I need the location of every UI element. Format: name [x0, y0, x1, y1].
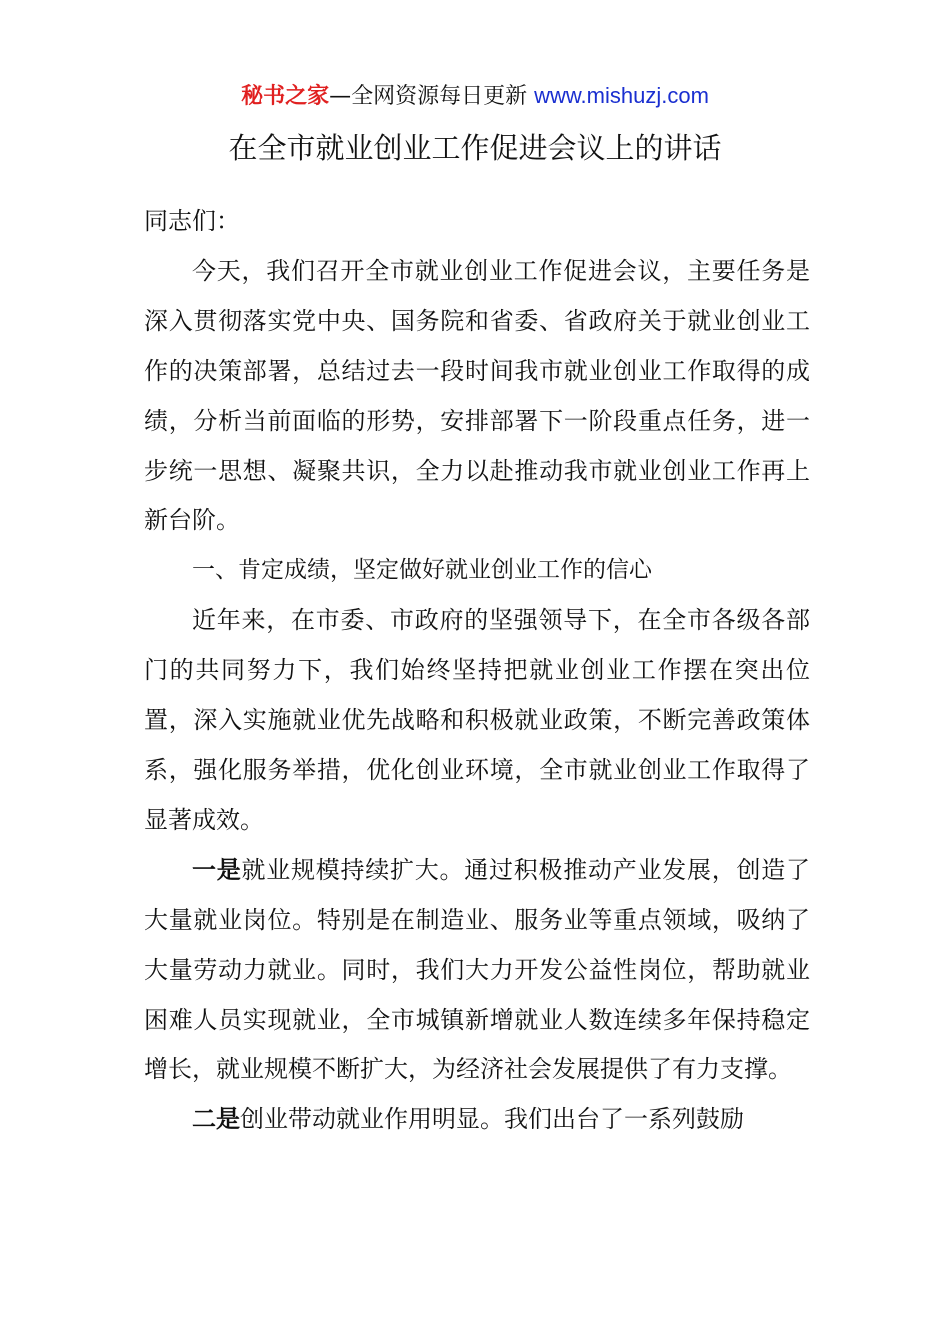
salutation: 同志们：	[144, 207, 240, 235]
intro-paragraph: 今天，我们召开全市就业创业工作促进会议，主要任务是深入贯彻落实党中央、国务院和省委、省政府关于就业创业工作的决策部署，总结过去一段时间我市就业创业工作取得的成绩，分析当前面临的形势，安排部署下一阶段重点任务，进一步统一思想、凝聚共识，全力以赴推动我市就业创业工作再上新台阶。	[144, 256, 810, 535]
site-name: 秘书之家	[241, 84, 330, 109]
site-header	[0, 80, 950, 113]
point-paragraph	[144, 846, 810, 1096]
point-lead: 一是	[192, 855, 242, 884]
document-body	[144, 197, 810, 1145]
point-text: 创业带动就业作用明显。我们出台了一系列鼓励	[240, 1105, 744, 1134]
site-url-link[interactable]: www.mishuzj.com	[534, 83, 709, 108]
point-lead: 二是	[192, 1105, 240, 1134]
site-slogan: —全网资源每日更新	[329, 84, 535, 109]
document-title: 在全市就业创业工作促进会议上的讲话	[228, 131, 722, 165]
section-paragraph: 近年来，在市委、市政府的坚强领导下，在全市各级各部门的共同努力下，我们始终坚持把就业创业工作摆在突出位置，深入实施就业优先战略和积极就业政策，不断完善政策体系，强化服务举措，优化创业环境，全市就业创业工作取得了显著成效。	[144, 606, 810, 834]
section-heading: 一、肯定成绩，坚定做好就业创业工作的信心	[192, 557, 652, 584]
point-text: 就业规模持续扩大。通过积极推动产业发展，创造了大量就业岗位。特别是在制造业、服务业等重点领域，吸纳了大量劳动力就业。同时，我们大力开发公益性岗位，帮助就业困难人员实现就业，全市城镇新增就业人数连续多年保持稳定增长，就业规模不断扩大，为经济社会发展提供了有力支撑。	[144, 855, 810, 1084]
point-paragraph	[144, 1095, 810, 1145]
